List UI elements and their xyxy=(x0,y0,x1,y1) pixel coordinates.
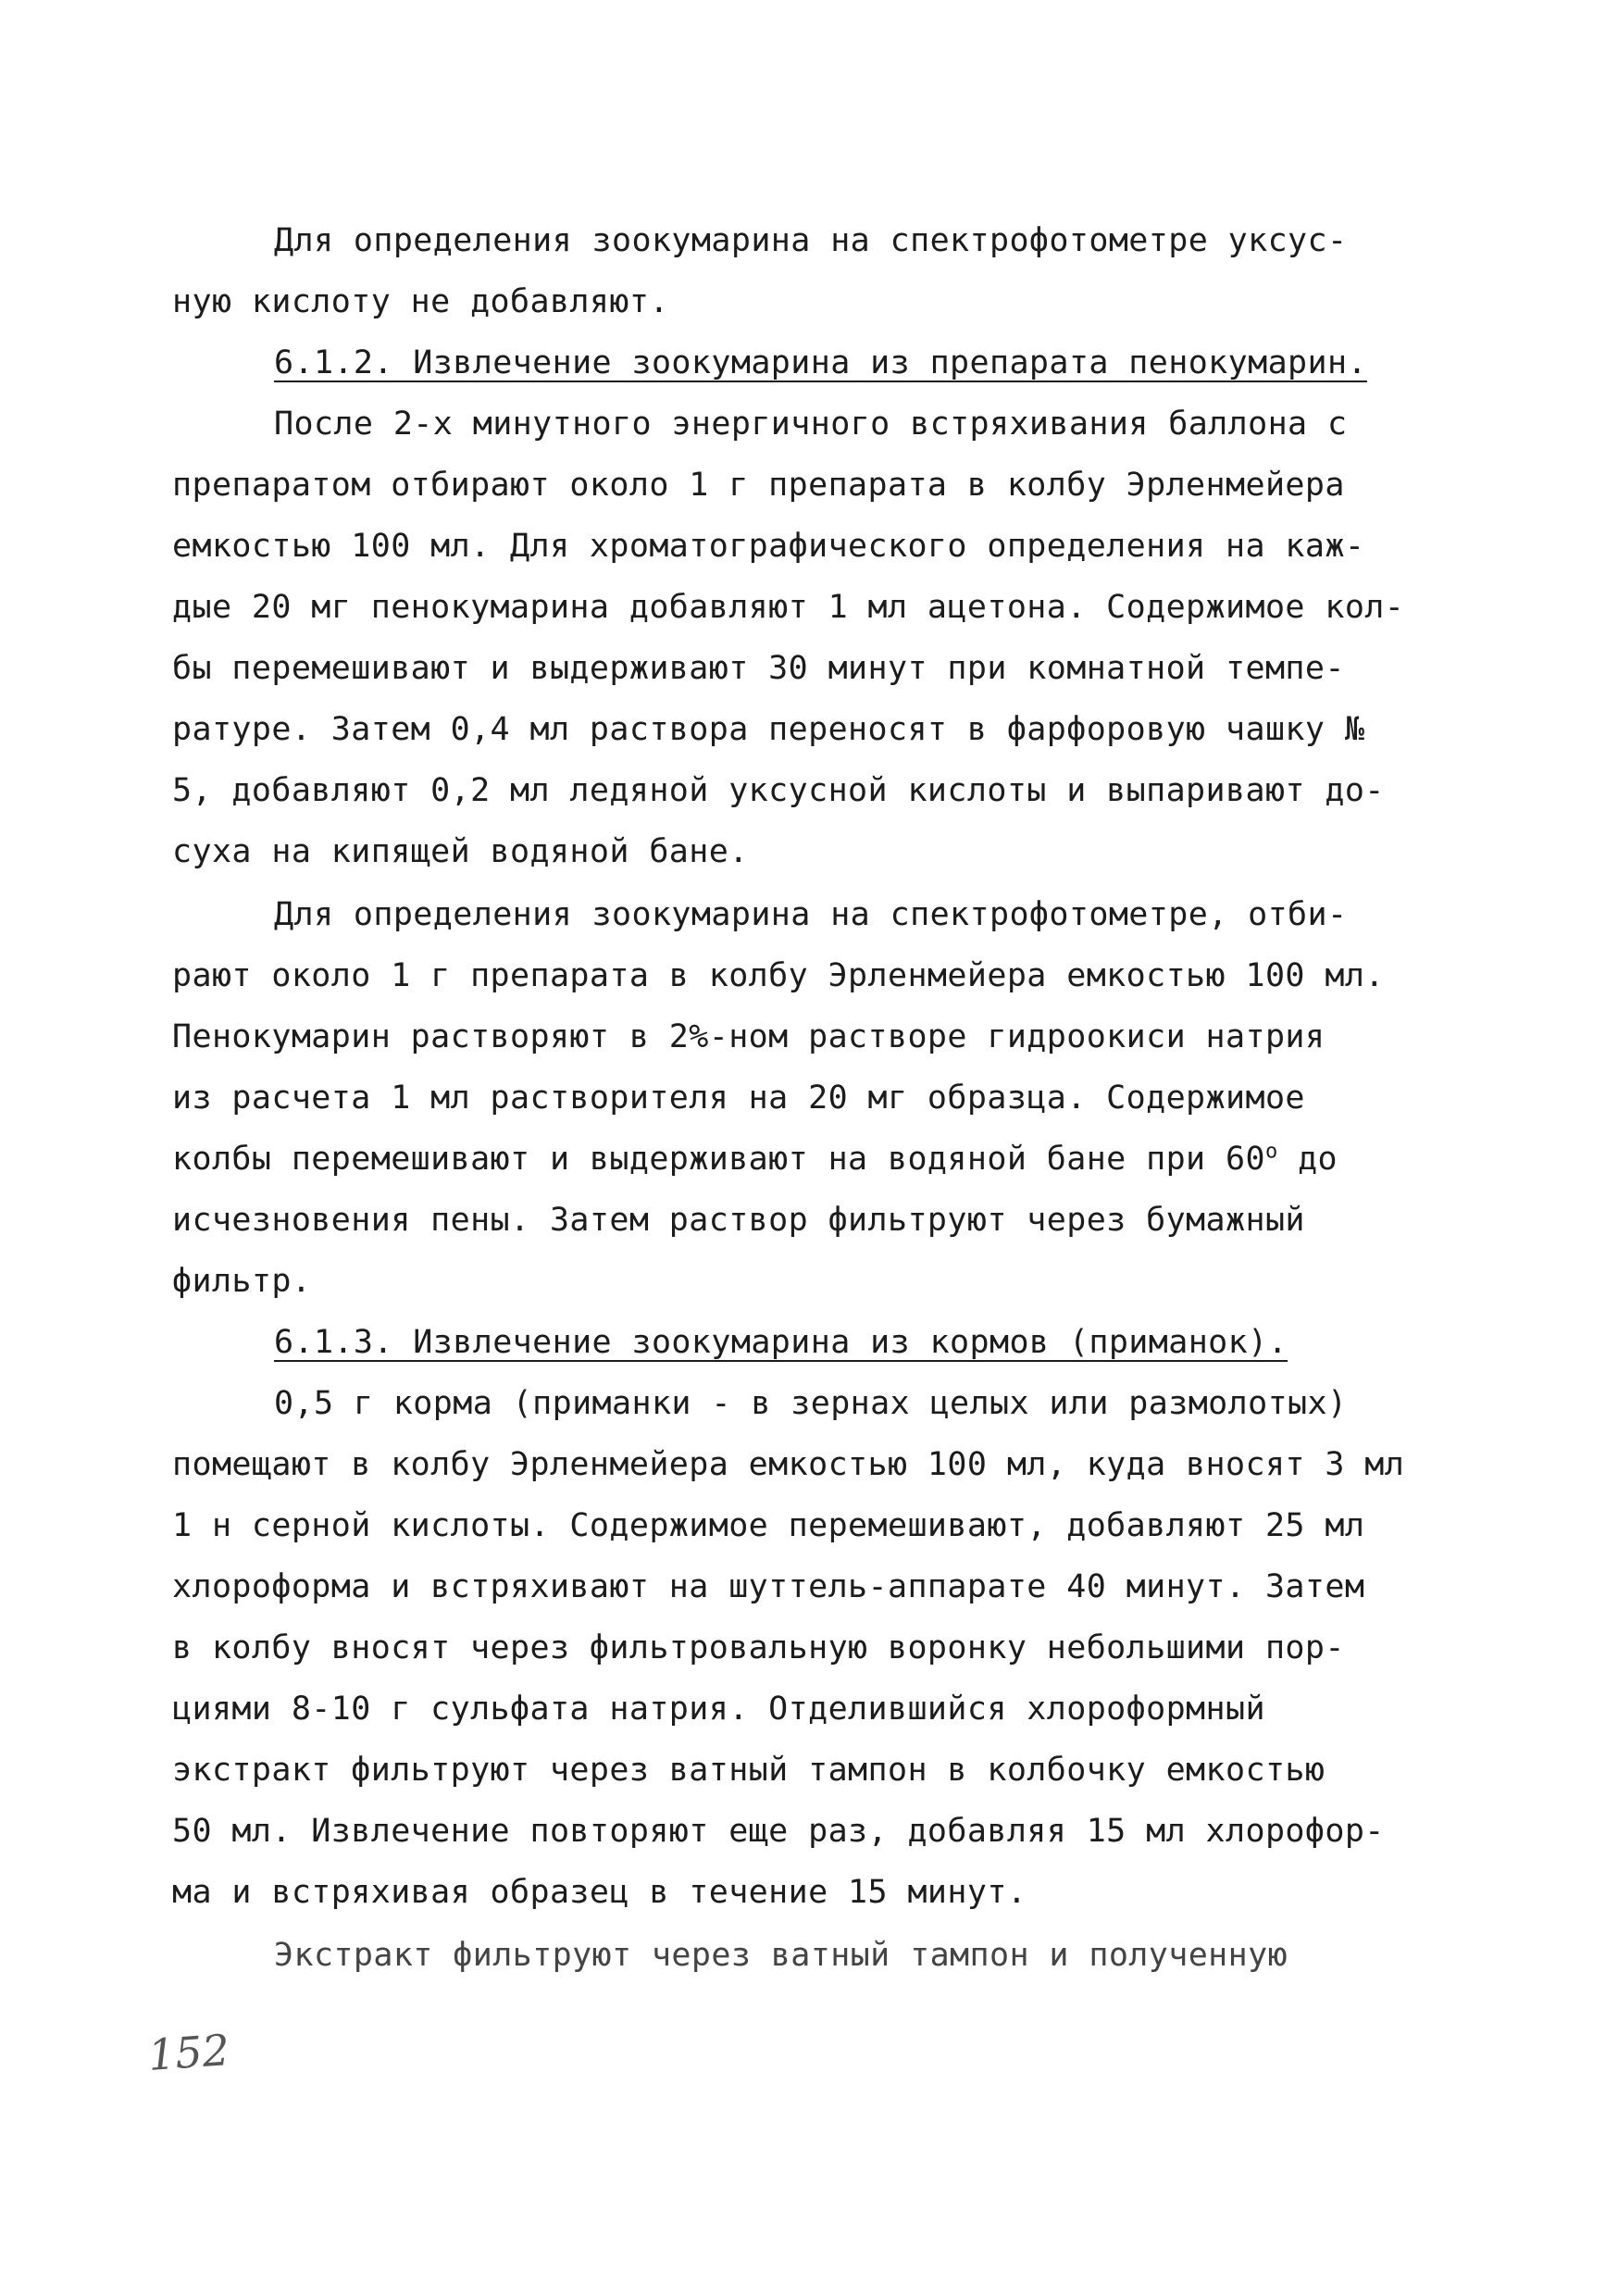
text-line: фильтр. xyxy=(172,1263,312,1300)
text-line: 1 н серной кислоты. Содержимое перемешивают, добавляют 25 мл xyxy=(172,1507,1365,1544)
text-line: экстракт фильтруют через ватный тампон в колбочку емкостью xyxy=(172,1752,1326,1789)
text-line: помещают в колбу Эрленмейера емкостью 100 мл, куда вносят 3 мл xyxy=(172,1446,1405,1483)
text-tail: до xyxy=(1277,1141,1338,1178)
degree-mark: о xyxy=(1264,1140,1278,1164)
text-line: бы перемешивают и выдерживают 30 минут при комнатной темпе- xyxy=(172,650,1345,687)
text-line: Для определения зоокумарина на спектрофотометре уксус- xyxy=(274,222,1348,259)
text-line: Пенокумарин растворяют в 2%-ном растворе гидроокиси натрия xyxy=(172,1018,1326,1055)
text-line: ратуре. Затем 0,4 мл раствора переносят в фарфоровую чашку № xyxy=(172,711,1365,748)
text-line: исчезновения пены. Затем раствор фильтруют через бумажный xyxy=(172,1202,1305,1239)
text-line: 5, добавляют 0,2 мл ледяной уксусной кислоты и выпаривают до- xyxy=(172,772,1385,809)
text-line: Для определения зоокумарина на спектрофотометре, отби- xyxy=(274,896,1348,933)
page-number: 152 xyxy=(146,2025,231,2080)
text-line: дые 20 мг пенокумарина добавляют 1 мл ацетона. Содержимое кол- xyxy=(172,589,1405,626)
text-line: циями 8-10 г сульфата натрия. Отделившийся хлороформный xyxy=(172,1691,1265,1728)
text-line-with-degree xyxy=(172,1141,1338,1178)
text-line: После 2-х минутного энергичного встряхивания баллона с xyxy=(274,406,1348,443)
section-heading-6-1-3: 6.1.3. Извлечение зоокумарина из кормов (приманок). xyxy=(274,1324,1288,1361)
text-line: хлороформа и встряхивают на шуттель-аппарате 40 минут. Затем xyxy=(172,1568,1365,1605)
text-line: в колбу вносят через фильтровальную воронку небольшими пор- xyxy=(172,1629,1345,1666)
text-line: 50 мл. Извлечение повторяют еще раз, добавляя 15 мл хлорофор- xyxy=(172,1813,1385,1850)
text-line: Экстракт фильтруют через ватный тампон и полученную xyxy=(274,1937,1288,1974)
text-line: рают около 1 г препарата в колбу Эрленмейера емкостью 100 мл. xyxy=(172,957,1385,994)
text-line: ма и встряхивая образец в течение 15 минут. xyxy=(172,1874,1027,1911)
section-heading-6-1-2: 6.1.2. Извлечение зоокумарина из препарата пенокумарин. xyxy=(274,344,1367,381)
text-line: ную кислоту не добавляют. xyxy=(172,283,669,320)
text-line: 0,5 г корма (приманки - в зернах целых или размолотых) xyxy=(274,1385,1348,1422)
text-line: колбы перемешивают и выдерживают на водяной бане при 60 xyxy=(172,1141,1265,1178)
text-line: препаратом отбирают около 1 г препарата в колбу Эрленмейера xyxy=(172,467,1345,504)
text-line: суха на кипящей водяной бане. xyxy=(172,833,749,870)
text-line: из расчета 1 мл растворителя на 20 мг образца. Содержимое xyxy=(172,1079,1305,1117)
text-line: емкостью 100 мл. Для хроматографического определения на каж- xyxy=(172,528,1365,565)
